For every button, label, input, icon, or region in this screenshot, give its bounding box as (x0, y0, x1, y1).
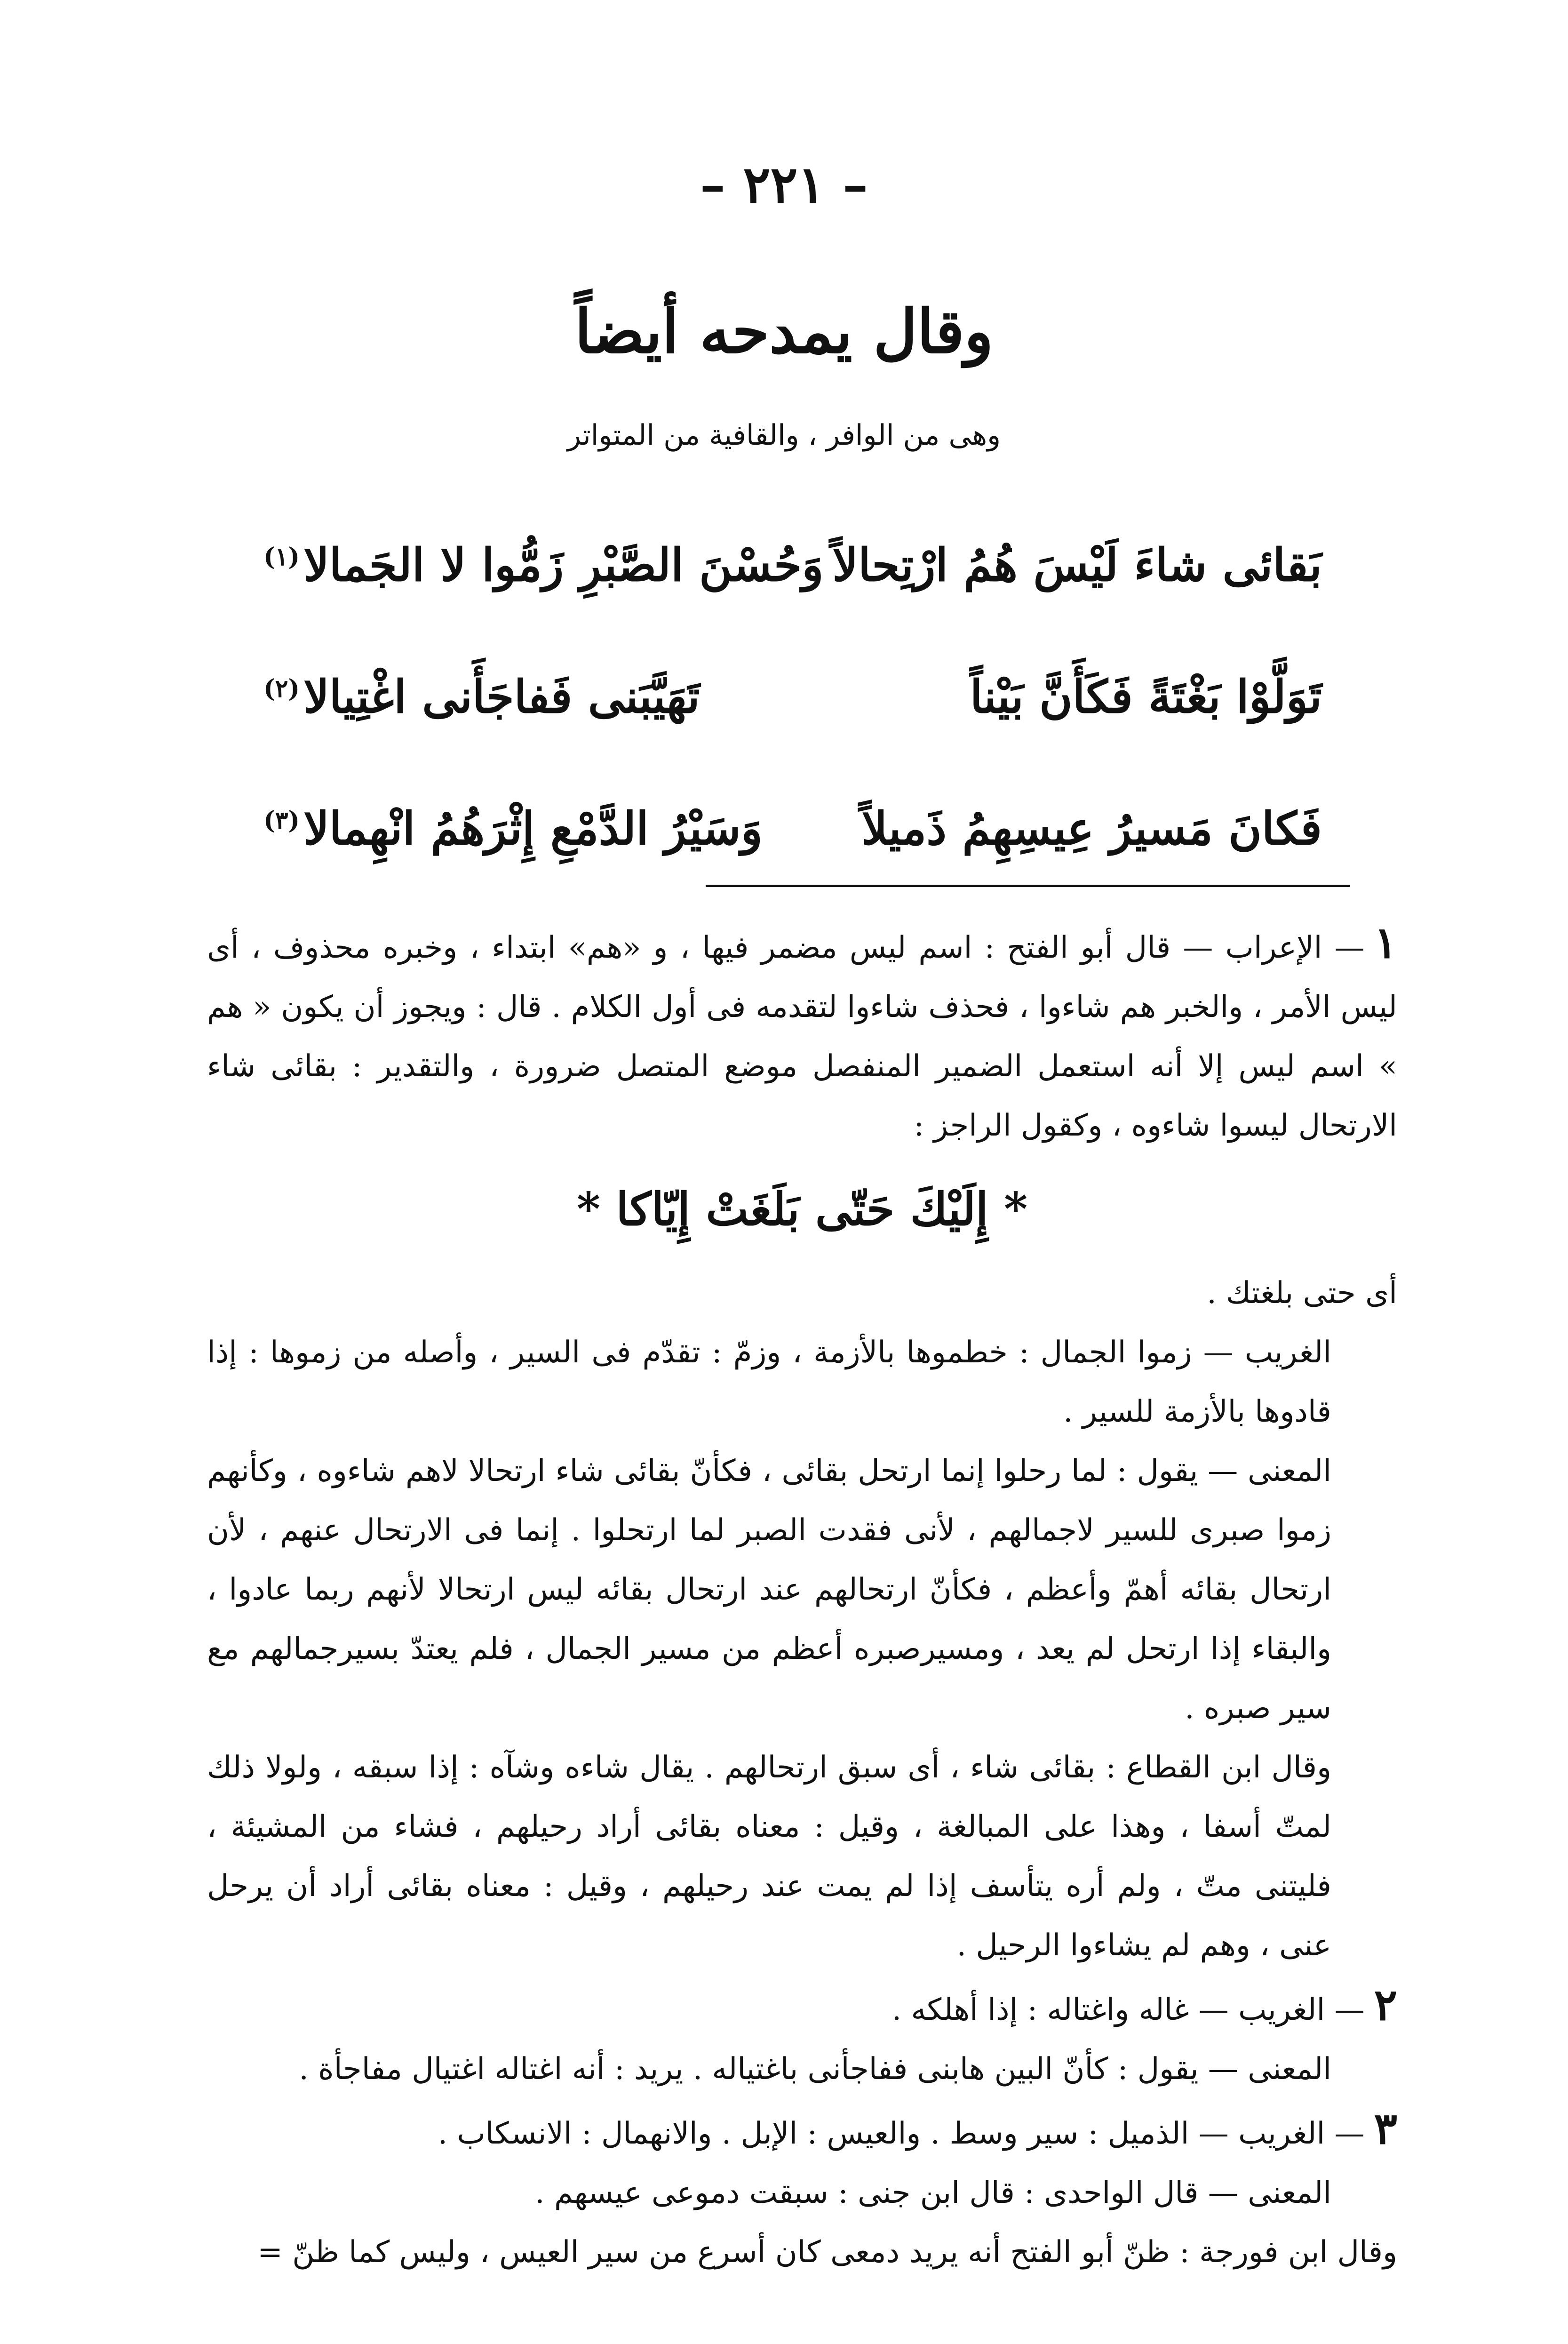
verse-2-second-hemistich-wrap (263, 670, 700, 723)
page-number: – ٢٢١ – (700, 155, 868, 215)
meter-note: وهى من الوافر ، والقافية من المتواتر (567, 419, 1001, 452)
note-3-ibn-fawraja: وقال ابن فورجة : ظنّ أبو الفتح أنه يريد دمعى كان أسرع من سير العيس ، وليس كما ظنّ = (257, 2235, 1397, 2270)
verse-3 (263, 762, 1322, 894)
verse-2-note-ref: (٢) (263, 674, 300, 703)
verse-1-first-hemistich: بَقائى شاءَ لَيْسَ هُمُ ارْتِحالاً (832, 538, 1322, 592)
poem-title: وقال يمدحه أيضاً (574, 296, 994, 367)
rajaz-gloss: أى حتى بلغتك . (1207, 1276, 1397, 1311)
verse-1-second-hemistich: وَحُسْنَ الصَّبْرِ زَمُّوا لا الجَمالا (303, 538, 824, 592)
verse-3-first-hemistich: فَكانَ مَسيرُ عِيسِهِمُ ذَميلاً (861, 801, 1322, 855)
verse-2-first-hemistich: تَوَلَّوْا بَغْتَةً فَكَأَنَّ بَيْناً (970, 670, 1322, 723)
verse-1 (263, 499, 1322, 631)
note-1-irab (207, 913, 1397, 1155)
rajaz-verse: * إِلَيْكَ حَتّى بَلَغَتْ إِيّاكا * (576, 1183, 1028, 1236)
note-2-gharib-text: — الغريب — غاله واغتاله : إذا أهلكه . (891, 1992, 1365, 2027)
note-1-maana: المعنى — يقول : لما رحلوا إنما ارتحل بقائى ، فكأنّ بقائى شاء ارتحالا لاهم شاءوه ، وكأنهم زموا صبرى للسير لاجمالهم ، لأنى فقدت الصبر لما ارتحلوا . إنما فى الارتحال عنهم ، لأن ارتحال بقائه أهمّ وأعظم ، فكأنّ ارتحالهم عند ارتحال بقائه ليس ارتحالا لأنهم ربما عادوا ، والبقاء إذا ارتحل لم يعد ، ومسيرصبره أعظم من مسير الجمال ، فلم يعتدّ بسيرجمالهم مع سير صبره . (207, 1454, 1332, 1726)
note-2-gharib (207, 1975, 1397, 2040)
verse-2 (263, 631, 1322, 762)
verse-1-note-ref: (١) (263, 542, 300, 571)
poem (263, 499, 1322, 894)
note-1-gharib: الغريب — زموا الجمال : خطموها بالأزمة ، وزمّ : تقدّم فى السير ، وأصله من زموها : إذا قادوها بالأزمة للسير . (207, 1335, 1331, 1429)
verse-3-note-ref: (٣) (263, 806, 300, 835)
footnotes (207, 913, 1397, 2282)
verse-3-second-hemistich: وَسَيْرُ الدَّمْعِ إِثْرَهُمُ انْهِمالا (303, 801, 763, 855)
note-2-number: ٢ (1374, 1979, 1397, 2030)
note-1-number: ١ (1374, 917, 1397, 968)
verse-3-second-hemistich-wrap (263, 802, 763, 855)
note-3-gharib-text: — الغريب — الذميل : سير وسط . والعيس : الإبل . والانهمال : الانسكاب . (438, 2116, 1365, 2151)
note-3-maana: المعنى — قال الواحدى : قال ابن جنى : سبقت دموعى عيسهم . (535, 2176, 1331, 2210)
note-3-number: ٣ (1374, 2103, 1397, 2154)
note-1-text: — الإعراب — قال أبو الفتح : اسم ليس مضمر فيها ، و «هم» ابتداء ، وخبره محذوف ، أى ليس الأمر ، والخبر هم شاءوا ، فحذف شاءوا لتقدمه فى أول الكلام . قال : ويجوز أن يكون « هم » اسم ليس إلا أنه استعمل الضمير المنفصل موضع المتصل ضرورة ، والتقدير : بقائى شاء الارتحال ليسوا شاءوه ، وكقول الراجز : (207, 930, 1397, 1143)
verse-1-second-hemistich-wrap (263, 538, 824, 592)
note-3-gharib (207, 2099, 1397, 2163)
note-2-maana: المعنى — يقول : كأنّ البين هابنى ففاجأنى باغتياله . يريد : أنه اغتاله اغتيال مفاجأة . (299, 2052, 1331, 2087)
note-1-ibn-qatta: وقال ابن القطاع : بقائى شاء ، أى سبق ارتحالهم . يقال شاءه وشآه : إذا سبقه ، ولولا ذلك لمتّ أسفا ، وهذا على المبالغة ، وقيل : معناه بقائى أراد رحيلهم ، فشاء من المشيئة ، فليتنى متّ ، ولم أره يتأسف إذا لم يمت عند رحيلهم ، وقيل : معناه بقائى أراد أن يرحل عنى ، وهم لم يشاءوا الرحيل . (207, 1750, 1331, 1963)
separator-line (706, 885, 1350, 887)
verse-2-second-hemistich: تَهَيَّبَنى فَفاجَأَنى اغْتِيالا (303, 670, 700, 723)
